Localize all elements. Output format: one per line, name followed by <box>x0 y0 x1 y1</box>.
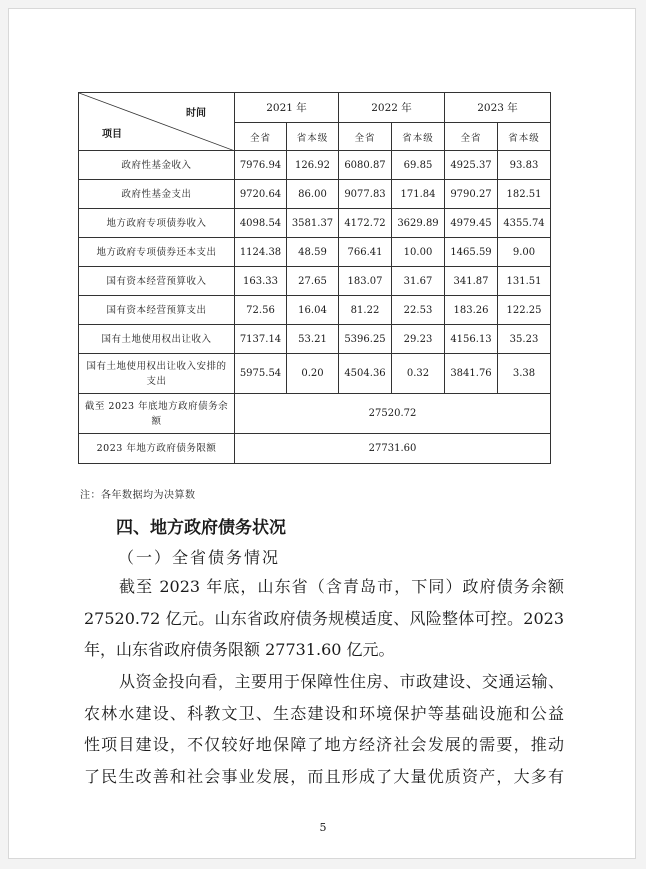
row-value: 86.00 <box>287 180 339 209</box>
row-value: 3629.89 <box>392 209 445 238</box>
row-value: 81.22 <box>339 296 392 325</box>
row-value: 35.23 <box>498 325 551 354</box>
row-value: 5975.54 <box>235 354 287 394</box>
table-corner-header <box>79 93 235 151</box>
year-header-2022: 2022 年 <box>339 93 445 123</box>
corner-time-label: 时间 <box>186 108 206 119</box>
table-row <box>79 354 551 394</box>
row-value: 6080.87 <box>339 151 392 180</box>
row-value: 131.51 <box>498 267 551 296</box>
subheader-province: 全省 <box>445 123 498 151</box>
paragraph-line: 截至 2023 年底，山东省（含青岛市，下同）政府债务余额 <box>119 577 564 596</box>
row-value: 182.51 <box>498 180 551 209</box>
row-value: 163.33 <box>235 267 287 296</box>
table-note: 注：各年数据均为决算数 <box>80 490 196 501</box>
paragraph-line: 了民生改善和社会事业发展，而且形成了大量优质资产，大多有 <box>84 766 564 786</box>
row-value: 171.84 <box>392 180 445 209</box>
row-value: 122.25 <box>498 296 551 325</box>
debt-limit-value: 27731.60 <box>235 434 551 464</box>
finance-table <box>78 92 551 464</box>
row-value: 0.20 <box>287 354 339 394</box>
row-value: 9720.64 <box>235 180 287 209</box>
row-value: 72.56 <box>235 296 287 325</box>
paragraph-line: 27520.72 亿元。山东省政府债务规模适度、风险整体可控。2023 <box>84 608 564 628</box>
row-value: 0.32 <box>392 354 445 394</box>
subheader-province: 全省 <box>235 123 287 151</box>
table-row <box>79 180 551 209</box>
row-label: 地方政府专项债券收入 <box>79 209 235 238</box>
row-label: 国有土地使用权出让收入安排的支出 <box>79 354 235 394</box>
row-value: 4156.13 <box>445 325 498 354</box>
row-value: 4355.74 <box>498 209 551 238</box>
row-value: 3581.37 <box>287 209 339 238</box>
row-value: 10.00 <box>392 238 445 267</box>
corner-item-label: 项目 <box>102 129 122 140</box>
paragraph-fund-usage <box>84 666 564 792</box>
row-value: 53.21 <box>287 325 339 354</box>
section-heading: 四、地方政府债务状况 <box>116 518 286 538</box>
paragraph-line: 性项目建设，不仅较好地保障了地方经济社会发展的需要，推动 <box>84 735 564 754</box>
subheader-provincial-level: 省本级 <box>498 123 551 151</box>
row-value: 4098.54 <box>235 209 287 238</box>
subheader-provincial-level: 省本级 <box>287 123 339 151</box>
row-value: 341.87 <box>445 267 498 296</box>
row-value: 48.59 <box>287 238 339 267</box>
year-header-2021: 2021 年 <box>235 93 339 123</box>
row-value: 4979.45 <box>445 209 498 238</box>
table-row <box>79 325 551 354</box>
paragraph-line: 从资金投向看，主要用于保障性住房、市政建设、交通运输、 <box>119 672 564 691</box>
row-value: 1465.59 <box>445 238 498 267</box>
row-value: 93.83 <box>498 151 551 180</box>
page-number: 5 <box>319 821 327 834</box>
row-value: 126.92 <box>287 151 339 180</box>
subsection-heading: （一）全省债务情况 <box>118 548 281 567</box>
subheader-provincial-level: 省本级 <box>392 123 445 151</box>
row-value: 1124.38 <box>235 238 287 267</box>
row-value: 27.65 <box>287 267 339 296</box>
row-label: 国有资本经营预算收入 <box>79 267 235 296</box>
row-value: 4504.36 <box>339 354 392 394</box>
paragraph-line: 农林水建设、科教文卫、生态建设和环境保护等基础设施和公益 <box>84 703 564 723</box>
row-value: 3.38 <box>498 354 551 394</box>
table-row <box>79 151 551 180</box>
row-value: 9790.27 <box>445 180 498 209</box>
paragraph-line: 年，山东省政府债务限额 27731.60 亿元。 <box>84 640 395 659</box>
table-row <box>79 267 551 296</box>
year-header-2023: 2023 年 <box>445 93 551 123</box>
corner-diagonal-line <box>79 93 235 151</box>
row-value: 31.67 <box>392 267 445 296</box>
row-value: 4172.72 <box>339 209 392 238</box>
row-label: 国有资本经营预算支出 <box>79 296 235 325</box>
row-value: 183.26 <box>445 296 498 325</box>
table-row <box>79 296 551 325</box>
table-row <box>79 238 551 267</box>
row-value: 7976.94 <box>235 151 287 180</box>
row-label: 政府性基金支出 <box>79 180 235 209</box>
row-value: 5396.25 <box>339 325 392 354</box>
row-value: 22.53 <box>392 296 445 325</box>
row-value: 29.23 <box>392 325 445 354</box>
row-value: 766.41 <box>339 238 392 267</box>
subheader-province: 全省 <box>339 123 392 151</box>
table-row <box>79 209 551 238</box>
row-value: 3841.76 <box>445 354 498 394</box>
row-label: 地方政府专项债券还本支出 <box>79 238 235 267</box>
row-label: 政府性基金收入 <box>79 151 235 180</box>
debt-balance-label: 截至 2023 年底地方政府债务余额 <box>79 394 235 434</box>
debt-limit-label: 2023 年地方政府债务限额 <box>79 434 235 464</box>
row-value: 16.04 <box>287 296 339 325</box>
debt-balance-value: 27520.72 <box>235 394 551 434</box>
row-value: 9077.83 <box>339 180 392 209</box>
paragraph-debt-balance <box>84 571 564 666</box>
row-label: 国有土地使用权出让收入 <box>79 325 235 354</box>
row-value: 4925.37 <box>445 151 498 180</box>
row-value: 69.85 <box>392 151 445 180</box>
row-value: 7137.14 <box>235 325 287 354</box>
row-value: 183.07 <box>339 267 392 296</box>
row-value: 9.00 <box>498 238 551 267</box>
